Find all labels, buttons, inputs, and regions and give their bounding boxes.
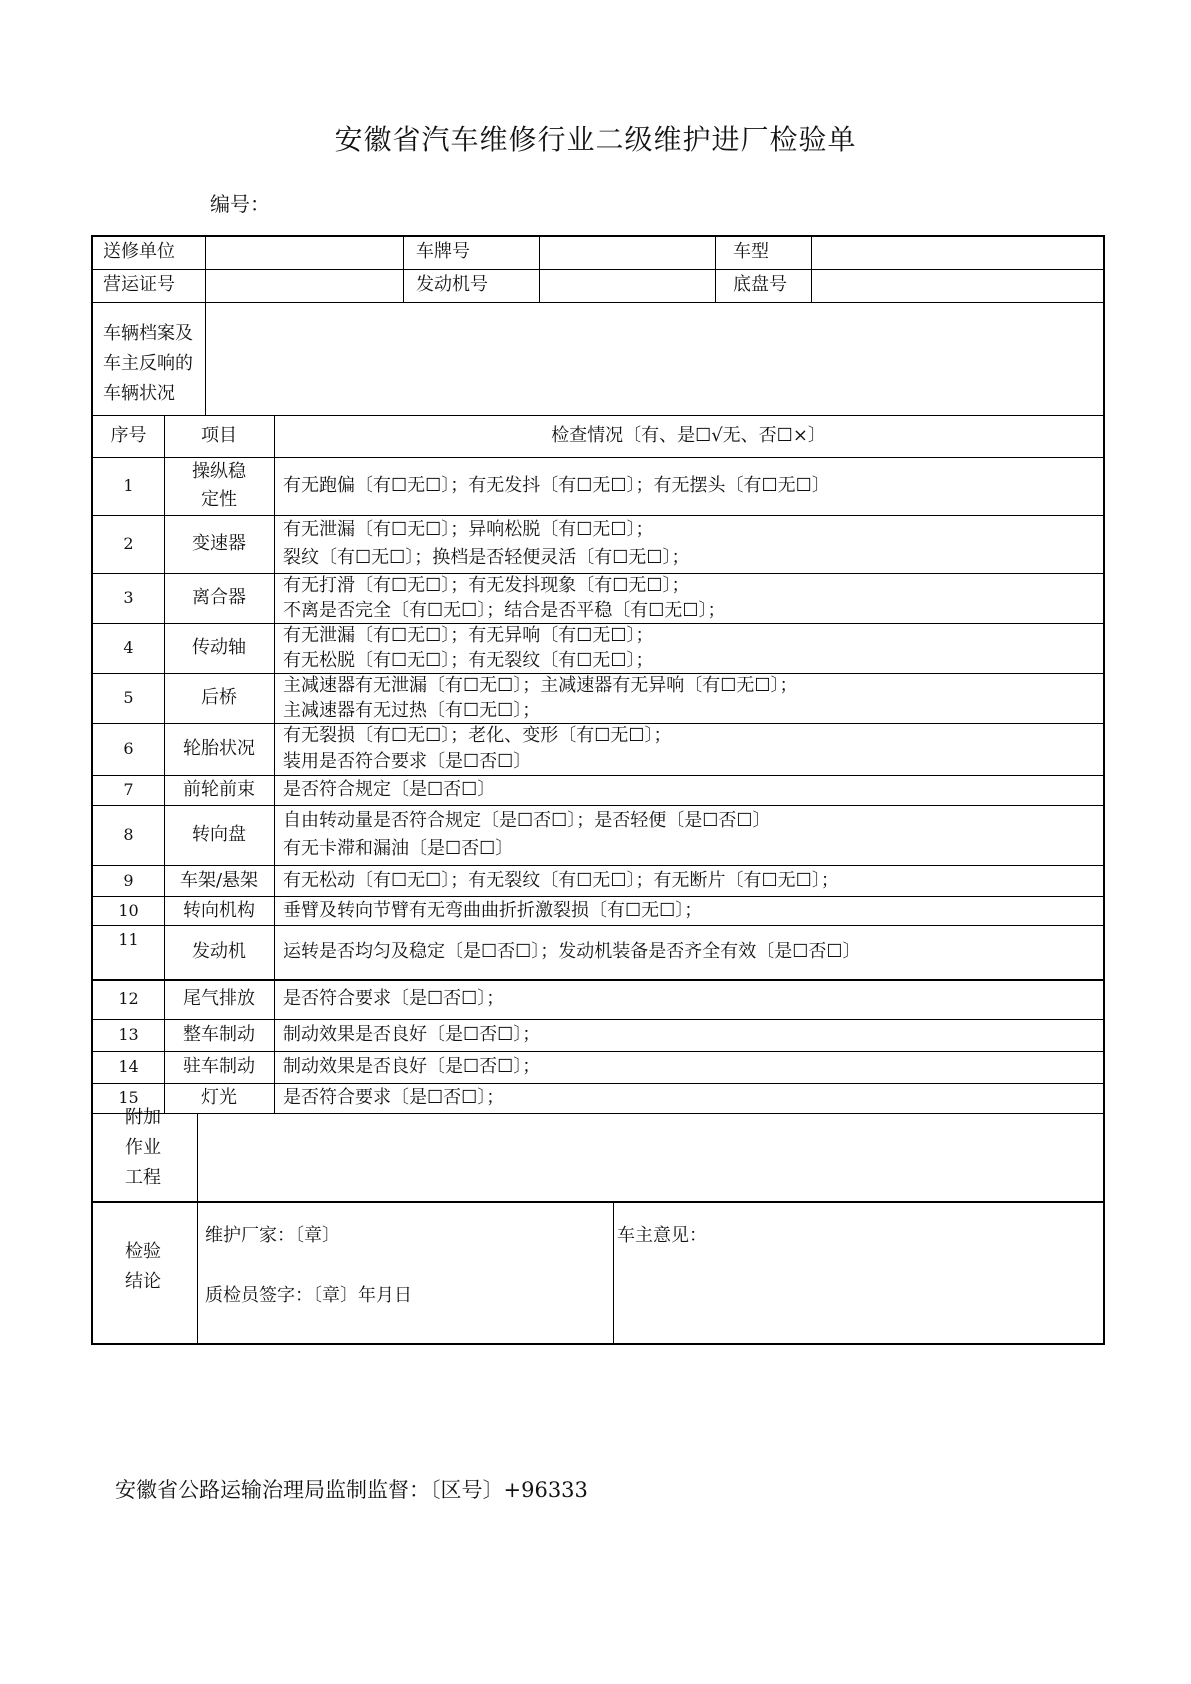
- item-number: 2: [123, 534, 134, 553]
- vehicle-history-label: [103, 319, 193, 409]
- item-name: [164, 723, 274, 775]
- item-check-status: [283, 775, 495, 805]
- grid-line-h: [93, 1113, 1103, 1114]
- item-check-line: 装用是否符合要求〔是☐否☐〕: [283, 751, 532, 772]
- footer-supervision: 安徽省公路运输治理局监制监督：〔区号〕+96333: [115, 1478, 588, 1502]
- item-number: 15: [118, 1088, 139, 1107]
- grid-line-h: [93, 1051, 1103, 1052]
- grid-line-h: [93, 1201, 1103, 1203]
- item-number: 7: [123, 780, 134, 799]
- column-header-item: 项目: [201, 425, 237, 446]
- grid-line-h: [93, 415, 1103, 416]
- item-number: 5: [123, 688, 134, 707]
- grid-line-h: [93, 623, 1103, 624]
- item-name-line: 轮胎状况: [183, 738, 255, 759]
- item-check-line: 有无泄漏〔有☐无☐〕；有无异响〔有☐无☐〕；: [283, 625, 654, 646]
- item-number: 11: [118, 930, 139, 949]
- grid-line-h: [93, 1019, 1103, 1020]
- item-name: [164, 1019, 274, 1051]
- additional-work-label-line: 作业: [125, 1137, 161, 1158]
- item-check-line: 运转是否均匀及稳定〔是☐否☐〕；发动机装备是否齐全有效〔是☐否☐〕: [283, 941, 861, 962]
- chassis-number-label: 底盘号: [733, 274, 787, 295]
- item-check-status: [283, 865, 839, 896]
- inspector-signature-label: 质检员签字：〔章〕年月日: [205, 1285, 412, 1306]
- item-check-status: [283, 573, 726, 623]
- grid-line-v: [715, 237, 716, 302]
- item-name: [164, 775, 274, 805]
- maintenance-factory-label: 维护厂家：〔章〕: [205, 1225, 340, 1246]
- vehicle-model-label: 车型: [733, 241, 769, 262]
- additional-work-label-line: 附加: [125, 1107, 161, 1128]
- grid-line-v: [197, 1113, 198, 1343]
- item-check-status: [283, 925, 861, 979]
- vehicle-history-label-line: 车辆状况: [103, 383, 175, 404]
- grid-line-h: [93, 925, 1103, 926]
- vehicle-history-label-line: 车辆档案及: [103, 323, 193, 344]
- item-check-line: 主减速器有无过热〔有☐无☐〕；: [283, 700, 541, 721]
- grid-line-h: [93, 573, 1103, 574]
- item-number: 14: [118, 1057, 139, 1076]
- conclusion-label-line: 检验: [125, 1241, 161, 1262]
- grid-line-h: [93, 269, 1103, 270]
- grid-line-v: [164, 415, 165, 1113]
- item-name-line: 尾气排放: [183, 988, 255, 1009]
- item-name: [164, 515, 274, 573]
- item-name: [164, 458, 274, 514]
- item-name: [164, 979, 274, 1019]
- grid-line-v: [274, 415, 275, 1113]
- item-number: 12: [118, 989, 139, 1008]
- grid-line-v: [205, 237, 206, 415]
- item-name-line: 整车制动: [183, 1024, 255, 1045]
- conclusion-label: [93, 1237, 193, 1297]
- column-header-no: 序号: [110, 425, 147, 446]
- item-name-line: 转向机构: [183, 900, 255, 921]
- item-check-status: [283, 623, 654, 673]
- grid-line-h: [93, 1083, 1103, 1084]
- item-check-line: 制动效果是否良好〔是☐否☐〕；: [283, 1056, 541, 1077]
- item-name: [164, 805, 274, 865]
- item-check-status: [283, 896, 702, 925]
- item-name-line: 转向盘: [192, 824, 246, 845]
- column-header-status: 检查情况〔有、是☐√无、否☐×〕: [551, 425, 826, 446]
- grid-line-v: [403, 237, 404, 302]
- item-number: 10: [118, 901, 139, 920]
- item-check-status: [283, 1051, 540, 1083]
- item-name-line: 变速器: [192, 533, 246, 554]
- grid-line-h: [93, 896, 1103, 897]
- additional-work-label-line: 工程: [125, 1167, 161, 1188]
- item-number: 1: [123, 476, 134, 495]
- plate-number-label: 车牌号: [416, 241, 470, 262]
- engine-number-label: 发动机号: [416, 274, 488, 295]
- item-check-status: [283, 516, 690, 572]
- grid-line-v: [811, 237, 812, 302]
- serial-number-label: 编号：: [210, 192, 270, 216]
- item-check-line: 有无松动〔有☐无☐〕；有无裂纹〔有☐无☐〕；有无断片〔有☐无☐〕；: [283, 870, 839, 891]
- grid-line-h: [93, 457, 1103, 458]
- conclusion-label-line: 结论: [125, 1271, 161, 1292]
- item-check-line: 有无卡滞和漏油〔是☐否☐〕: [283, 838, 514, 859]
- item-name-line: 后桥: [201, 687, 237, 708]
- item-check-line: 裂纹〔有☐无☐〕；换档是否轻便灵活〔有☐无☐〕；: [283, 547, 690, 568]
- item-name: [164, 673, 274, 723]
- item-name-line: 车架/悬架: [179, 870, 259, 891]
- item-name: [164, 896, 274, 925]
- item-number: 8: [123, 825, 134, 844]
- grid-line-v: [539, 237, 540, 302]
- grid-line-h: [93, 979, 1103, 981]
- item-name: [164, 1051, 274, 1083]
- item-name-line: 离合器: [192, 587, 246, 608]
- license-number-label: 营运证号: [103, 274, 175, 295]
- item-check-status: [283, 457, 830, 515]
- item-number: 3: [123, 588, 134, 607]
- item-check-line: 制动效果是否良好〔是☐否☐〕；: [283, 1024, 541, 1045]
- item-name-line: 前轮前束: [183, 779, 255, 800]
- item-check-line: 是否符合规定〔是☐否☐〕: [283, 779, 496, 800]
- item-name-line: 驻车制动: [183, 1056, 255, 1077]
- item-number: 4: [123, 638, 134, 657]
- vehicle-history-label-line: 车主反响的: [103, 353, 193, 374]
- item-name: [164, 925, 274, 979]
- item-check-line: 有无松脱〔有☐无☐〕；有无裂纹〔有☐无☐〕；: [283, 650, 654, 671]
- grid-line-h: [93, 302, 1103, 303]
- item-check-line: 是否符合要求〔是☐否☐〕；: [283, 1087, 505, 1108]
- item-number: 6: [123, 739, 134, 758]
- item-check-status: [283, 1083, 504, 1113]
- grid-line-v: [613, 1201, 614, 1343]
- item-name-line: 定性: [201, 489, 237, 510]
- grid-line-h: [93, 865, 1103, 866]
- item-check-line: 有无打滑〔有☐无☐〕；有无发抖现象〔有☐无☐〕；: [283, 575, 690, 596]
- grid-line-h: [93, 775, 1103, 776]
- item-number: 13: [118, 1025, 139, 1044]
- item-name: [164, 865, 274, 896]
- item-check-line: 不离是否完全〔有☐无☐〕；结合是否平稳〔有☐无☐〕；: [283, 600, 726, 621]
- item-check-line: 有无跑偏〔有☐无☐〕；有无发抖〔有☐无☐〕；有无摆头〔有☐无☐〕: [283, 475, 830, 496]
- item-number: 9: [123, 871, 134, 890]
- item-check-line: 垂臂及转向节臂有无弯曲曲折折激裂损〔有☐无☐〕；: [283, 900, 703, 921]
- customer-label: 送修单位: [103, 241, 175, 262]
- item-check-line: 自由转动量是否符合规定〔是☐否☐〕；是否轻便〔是☐否☐〕: [283, 810, 771, 831]
- document-title: 安徽省汽车维修行业二级维护进厂检验单: [334, 123, 857, 156]
- item-check-line: 主减速器有无泄漏〔有☐无☐〕；主减速器有无异响〔有☐无☐〕；: [283, 675, 798, 696]
- item-name: [164, 623, 274, 673]
- grid-line-h: [93, 805, 1103, 806]
- item-check-line: 有无裂损〔有☐无☐〕；老化、变形〔有☐无☐〕；: [283, 725, 672, 746]
- item-check-status: [283, 979, 504, 1019]
- item-check-line: 有无泄漏〔有☐无☐〕；异响松脱〔有☐无☐〕；: [283, 519, 654, 540]
- item-name-line: 操纵稳: [192, 461, 246, 482]
- grid-line-h: [93, 723, 1103, 724]
- grid-line-h: [93, 673, 1103, 674]
- item-check-line: 是否符合要求〔是☐否☐〕；: [283, 988, 505, 1009]
- item-check-status: [283, 807, 771, 863]
- item-name: [164, 573, 274, 623]
- owner-opinion-label: 车主意见：: [617, 1225, 707, 1246]
- item-check-status: [283, 723, 672, 775]
- inspection-sheet: [91, 235, 1105, 1345]
- additional-work-label: [93, 1103, 193, 1193]
- item-name-line: 灯光: [201, 1087, 237, 1108]
- item-check-status: [283, 673, 798, 723]
- item-name-line: 传动轴: [192, 637, 246, 658]
- item-check-status: [283, 1019, 540, 1051]
- grid-line-h: [93, 515, 1103, 516]
- item-name-line: 发动机: [192, 941, 246, 962]
